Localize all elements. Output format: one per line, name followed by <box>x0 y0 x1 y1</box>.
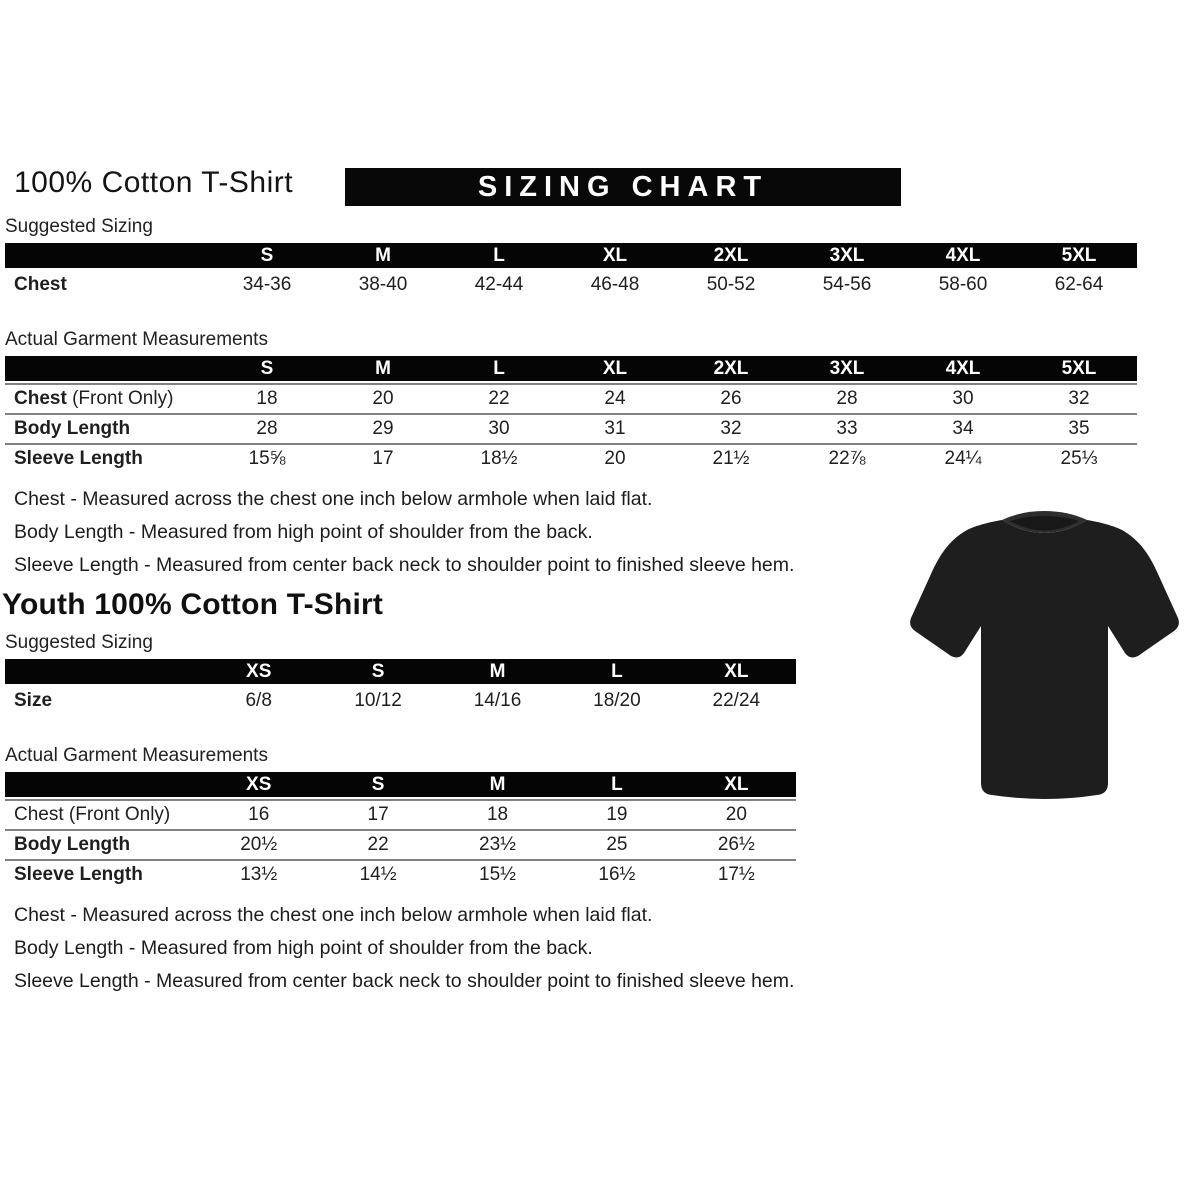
value-cell: 26 <box>720 388 742 409</box>
value-cell: 30 <box>952 388 974 409</box>
value-cell: 25⅓ <box>1060 448 1098 469</box>
table-header-row <box>5 772 796 797</box>
row-label: Chest (Front Only) <box>14 388 174 409</box>
adult-measurements-table <box>5 356 1137 473</box>
row-label: Sleeve Length <box>14 864 143 885</box>
value-cell: 22 <box>367 834 389 855</box>
row-label: Body Length <box>14 834 131 855</box>
value-cell: 21½ <box>712 448 750 469</box>
note-body-length-definition: Body Length - Measured from high point of shoulder from the back. <box>14 937 593 959</box>
note-body-length-definition: Body Length - Measured from high point of shoulder from the back. <box>14 521 593 543</box>
column-header-m: M <box>375 357 391 379</box>
column-header-s: S <box>371 660 385 682</box>
value-cell: 14/16 <box>473 690 522 711</box>
value-cell: 30 <box>488 418 510 439</box>
value-cell: 18 <box>486 804 509 825</box>
value-cell: 34-36 <box>242 274 292 295</box>
table-row <box>5 684 796 718</box>
table-header-row <box>5 356 1137 381</box>
value-cell: 15½ <box>479 864 516 885</box>
column-header-4xl: 4XL <box>945 357 981 379</box>
value-cell: 17 <box>372 448 394 469</box>
value-cell: 42-44 <box>474 274 524 295</box>
page-header <box>5 166 1137 210</box>
table-row <box>5 859 796 889</box>
value-cell: 54-56 <box>822 274 872 295</box>
youth-measurements-label: Actual Garment Measurements <box>5 745 268 766</box>
column-header-5xl: 5XL <box>1061 244 1097 266</box>
column-header-2xl: 2XL <box>713 357 749 379</box>
value-cell: 32 <box>1068 388 1090 409</box>
tshirt-product-image <box>898 476 1192 810</box>
column-header-3xl: 3XL <box>829 244 865 266</box>
youth-measurement-notes <box>14 899 1137 998</box>
note-sleeve-length-definition: Sleeve Length - Measured from center back neck to shoulder point to finished sleeve hem. <box>14 554 795 576</box>
value-cell: 18 <box>256 388 278 409</box>
table-row <box>5 829 796 859</box>
value-cell: 28 <box>256 418 278 439</box>
table-row <box>5 268 1137 302</box>
note-chest-definition: Chest - Measured across the chest one inch below armhole when laid flat. <box>14 488 653 510</box>
sizing-chart-banner <box>345 168 901 206</box>
value-cell: 58-60 <box>938 274 988 295</box>
table-row <box>5 799 796 829</box>
tshirt-silhouette <box>910 520 1179 799</box>
value-cell: 17 <box>367 804 389 825</box>
value-cell: 6/8 <box>245 690 272 711</box>
value-cell: 14½ <box>359 864 397 885</box>
adult-suggested-sizing-label: Suggested Sizing <box>5 216 153 237</box>
value-cell: 46-48 <box>590 274 640 295</box>
column-header-l: L <box>611 660 623 682</box>
value-cell: 35 <box>1068 418 1090 439</box>
value-cell: 32 <box>720 418 742 439</box>
youth-suggested-sizing-label: Suggested Sizing <box>5 632 153 653</box>
column-header-m: M <box>489 773 506 795</box>
note-sleeve-length-definition: Sleeve Length - Measured from center back neck to shoulder point to finished sleeve hem. <box>14 970 795 992</box>
value-cell: 13½ <box>240 864 278 885</box>
value-cell: 17½ <box>717 864 755 885</box>
value-cell: 23½ <box>479 834 516 855</box>
column-header-xl: XL <box>724 773 749 795</box>
table-row <box>5 383 1137 413</box>
table-row <box>5 443 1137 473</box>
row-label: Sleeve Length <box>14 448 143 469</box>
table-row <box>5 413 1137 443</box>
value-cell: 24¼ <box>944 448 982 469</box>
value-cell: 20 <box>372 388 394 409</box>
value-cell: 33 <box>836 418 858 439</box>
row-label: Chest (Front Only) <box>14 804 171 825</box>
column-header-s: S <box>371 773 385 795</box>
value-cell: 31 <box>604 418 626 439</box>
column-header-xs: XS <box>246 773 272 795</box>
value-cell: 18/20 <box>593 690 641 711</box>
value-cell: 20 <box>604 448 626 469</box>
value-cell: 19 <box>606 804 628 825</box>
youth-measurements-table <box>5 772 796 889</box>
row-label: Chest <box>14 274 67 295</box>
value-cell: 25 <box>606 834 628 855</box>
column-header-m: M <box>489 660 506 682</box>
banner-text: SIZING CHART <box>477 170 769 203</box>
column-header-s: S <box>260 357 274 379</box>
value-cell: 24 <box>604 388 626 409</box>
value-cell: 34 <box>952 418 974 439</box>
column-header-xl: XL <box>602 357 628 379</box>
value-cell: 15⅝ <box>248 448 286 469</box>
youth-section-title: Youth 100% Cotton T-Shirt <box>2 588 384 621</box>
value-cell: 18½ <box>480 448 518 469</box>
value-cell: 10/12 <box>354 690 402 711</box>
column-header-2xl: 2XL <box>713 244 749 266</box>
value-cell: 38-40 <box>358 274 408 295</box>
tshirt-image <box>898 476 1192 810</box>
column-header-m: M <box>375 244 391 266</box>
value-cell: 20 <box>725 804 747 825</box>
column-header-xs: XS <box>246 660 272 682</box>
page-title: 100% Cotton T-Shirt <box>14 166 294 199</box>
value-cell: 50-52 <box>706 274 756 295</box>
youth-suggested-sizing-table <box>5 659 796 718</box>
column-header-l: L <box>493 357 505 379</box>
column-header-xl: XL <box>602 244 628 266</box>
value-cell: 29 <box>372 418 394 439</box>
column-header-xl: XL <box>724 660 749 682</box>
table-header-row <box>5 659 796 684</box>
value-cell: 16 <box>248 804 270 825</box>
value-cell: 26½ <box>717 834 755 855</box>
value-cell: 20½ <box>240 834 278 855</box>
column-header-l: L <box>493 244 505 266</box>
column-header-4xl: 4XL <box>945 244 981 266</box>
adult-measurements-label: Actual Garment Measurements <box>5 329 268 350</box>
note-chest-definition: Chest - Measured across the chest one inch below armhole when laid flat. <box>14 904 653 926</box>
row-label: Body Length <box>14 418 131 439</box>
column-header-s: S <box>260 244 274 266</box>
value-cell: 22/24 <box>712 690 761 711</box>
column-header-l: L <box>611 773 623 795</box>
row-label: Size <box>14 690 53 711</box>
value-cell: 22⅞ <box>828 448 866 469</box>
value-cell: 16½ <box>598 864 636 885</box>
value-cell: 22 <box>488 388 510 409</box>
value-cell: 62-64 <box>1054 274 1104 295</box>
table-header-row <box>5 243 1137 268</box>
adult-suggested-sizing-table <box>5 243 1137 302</box>
column-header-5xl: 5XL <box>1061 357 1097 379</box>
column-header-3xl: 3XL <box>829 357 865 379</box>
value-cell: 28 <box>836 388 858 409</box>
